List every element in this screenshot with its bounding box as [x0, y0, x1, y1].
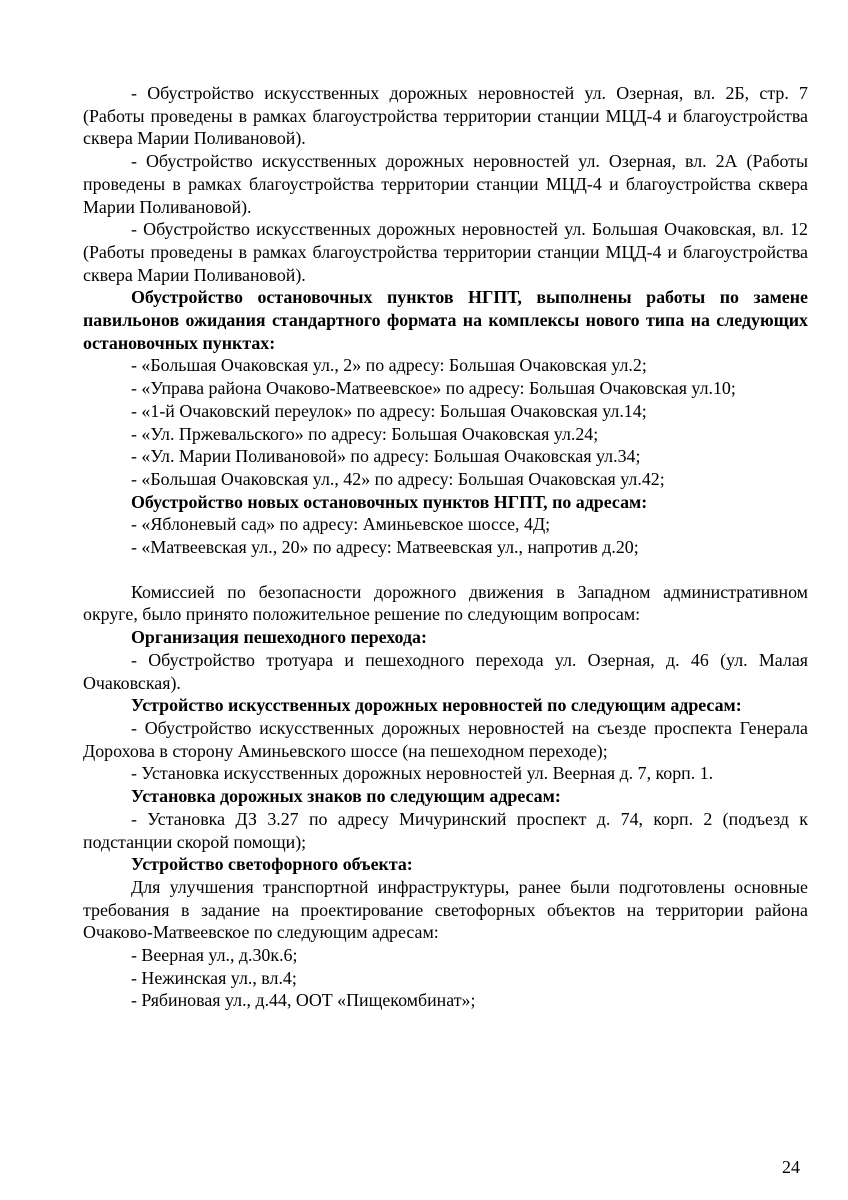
paragraph-traffic-light-requirements: Для улучшения транспортной инфраструктуры, ранее были подготовлены основные требования в задание на проектирование светофорных объектов на территории района Очаково-Матвеевское по следующим адресам: — [83, 876, 808, 943]
paragraph-sidewalk-crossing: - Обустройство тротуара и пешеходного перехода ул. Озерная, д. 46 (ул. Малая Очаковская). — [83, 649, 808, 693]
paragraph-traffic-commission: Комиссией по безопасности дорожного движения в Западном административном округе, было принято положительное решение по следующим вопросам: — [83, 581, 808, 625]
paragraph-speed-bump-bolshaya-ochakovskaya-12: - Обустройство искусственных дорожных неровностей ул. Большая Очаковская, вл. 12 (Работы проведены в рамках благоустройства территории станции МЦД-4 и благоустройства сквера Марии Поливановой). — [83, 219, 808, 285]
paragraph-road-sign-michurinsky: - Установка ДЗ 3.27 по адресу Мичуринский проспект д. 74, корп. 2 (подъезд к подстанции скорой помощи); — [83, 808, 808, 852]
list-item-new-stop: - «Яблоневый сад» по адресу: Аминьевское шоссе, 4Д; — [131, 514, 551, 535]
page-number: 24 — [782, 1157, 800, 1177]
heading-pedestrian-crossing: Организация пешеходного перехода: — [131, 627, 427, 648]
list-item-stop: - «Управа района Очаково-Матвеевское» по адресу: Большая Очаковская ул.10; — [131, 378, 736, 399]
heading-traffic-light: Устройство светофорного объекта: — [131, 854, 413, 875]
list-item-stop: - «1-й Очаковский переулок» по адресу: Большая Очаковская ул.14; — [131, 400, 647, 421]
list-item-stop: - «Ул. Марии Поливановой» по адресу: Большая Очаковская ул.34; — [131, 446, 641, 467]
heading-road-signs: Установка дорожных знаков по следующим адресам: — [131, 786, 561, 807]
blank-line — [83, 559, 808, 581]
document-body — [83, 82, 808, 1012]
list-item-traffic-light-address: - Рябиновая ул., д.44, ООТ «Пищекомбинат»; — [131, 990, 476, 1011]
heading-new-bus-stops: Обустройство новых остановочных пунктов НГПТ, по адресам: — [131, 491, 648, 512]
heading-bus-stop-pavilions: Обустройство остановочных пунктов НГПТ, выполнены работы по замене павильонов ожидания стандартного формата на комплексы нового типа на следующих остановочных пунктах: — [83, 287, 808, 353]
list-item-traffic-light-address: - Веерная ул., д.30к.6; — [131, 945, 298, 966]
paragraph-speed-bump-veernaya: - Установка искусственных дорожных неровностей ул. Веерная д. 7, корп. 1. — [131, 763, 714, 784]
list-item-stop: - «Большая Очаковская ул., 42» по адресу: Большая Очаковская ул.42; — [131, 468, 665, 489]
paragraph-speed-bump-ozernaya-2a: - Обустройство искусственных дорожных неровностей ул. Озерная, вл. 2А (Работы проведены в рамках благоустройства территории станции МЦД-4 и благоустройства сквера Марии Поливановой). — [83, 151, 808, 217]
list-item-new-stop: - «Матвеевская ул., 20» по адресу: Матвеевская ул., напротив д.20; — [131, 537, 639, 558]
paragraph-speed-bump-ozernaya-2b: - Обустройство искусственных дорожных неровностей ул. Озерная, вл. 2Б, стр. 7 (Работы проведены в рамках благоустройства территории станции МЦД-4 и благоустройства сквера Марии Поливановой). — [83, 83, 808, 149]
list-item-stop: - «Большая Очаковская ул., 2» по адресу: Большая Очаковская ул.2; — [131, 355, 647, 376]
heading-speed-bumps: Устройство искусственных дорожных неровностей по следующим адресам: — [131, 695, 742, 716]
list-item-traffic-light-address: - Нежинская ул., вл.4; — [131, 967, 297, 988]
paragraph-speed-bump-dorokhova: - Обустройство искусственных дорожных неровностей на съезде проспекта Генерала Дорохова в сторону Аминьевского шоссе (на пешеходном переходе); — [83, 717, 808, 761]
list-item-stop: - «Ул. Пржевальского» по адресу: Большая Очаковская ул.24; — [131, 423, 599, 444]
